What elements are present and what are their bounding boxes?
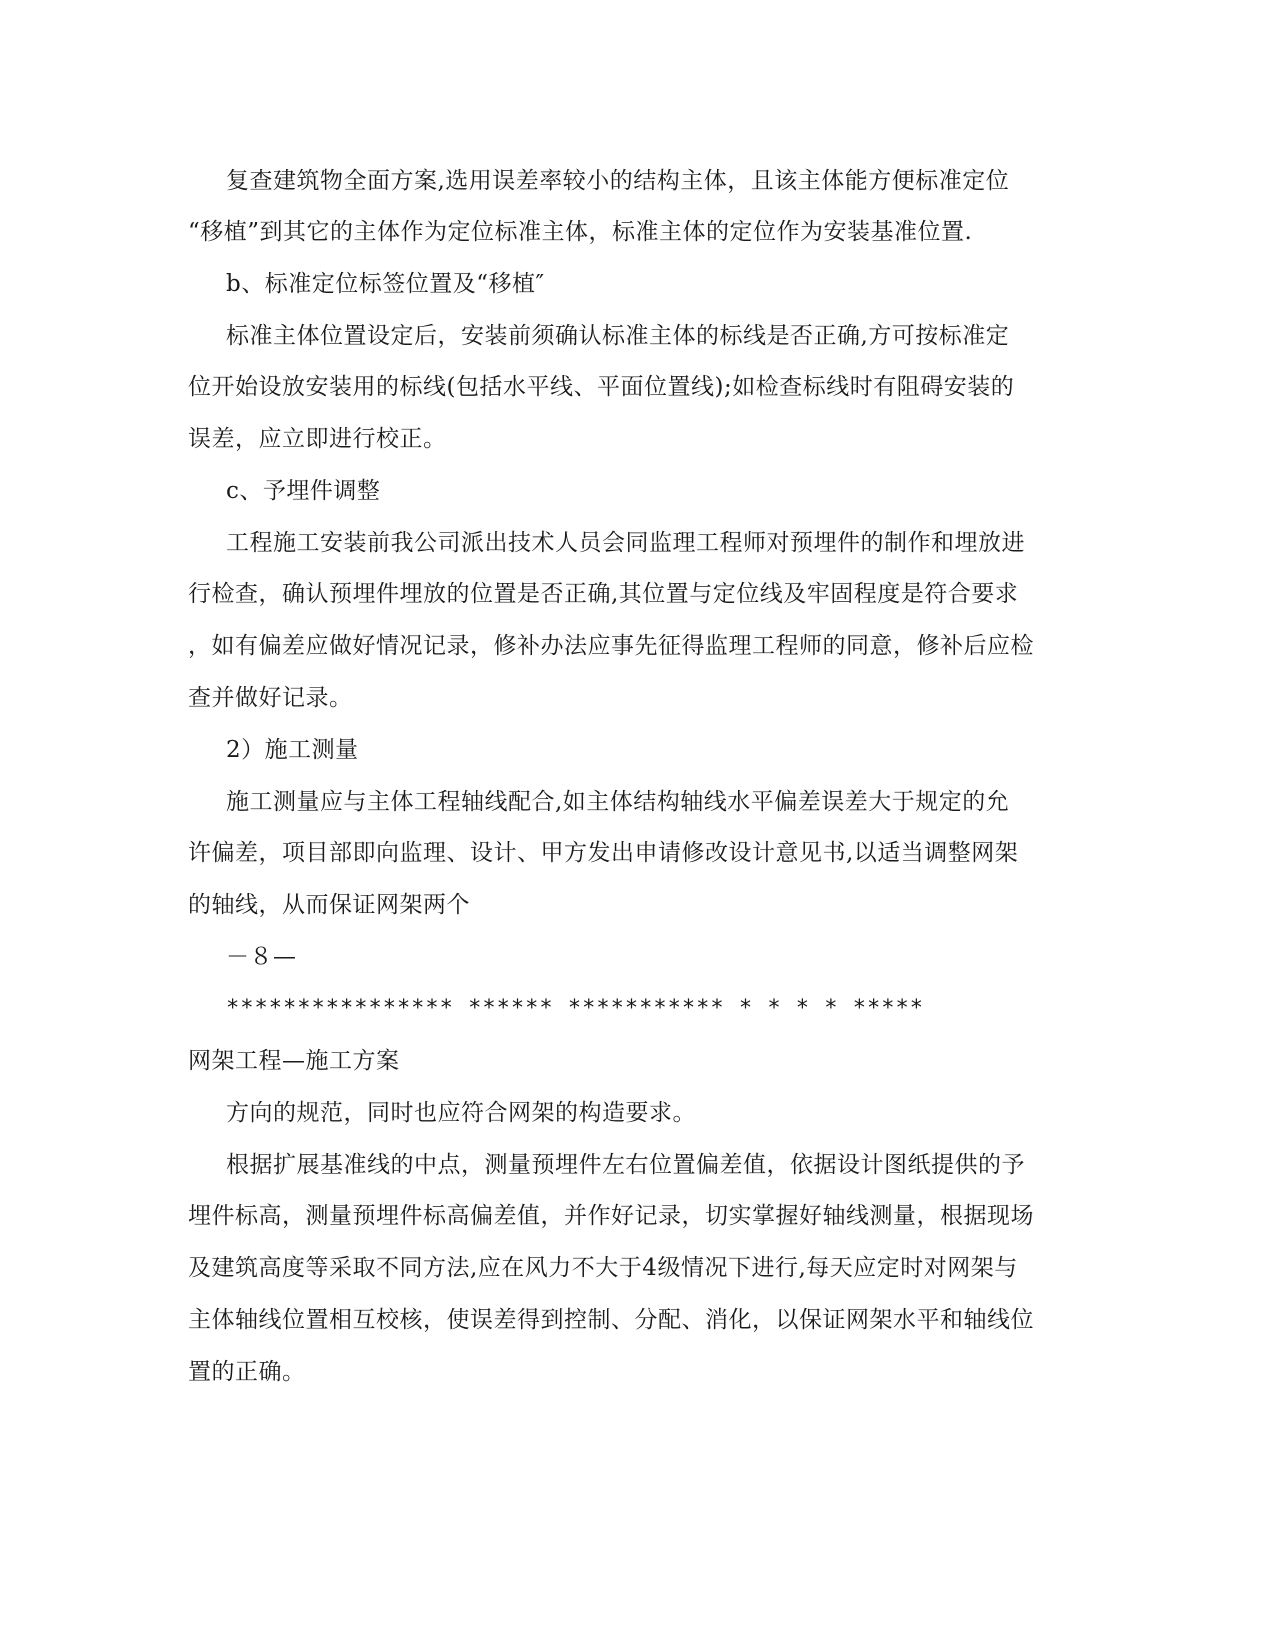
paragraph-line: 埋件标高，测量预埋件标高偏差值，并作好记录，切实掌握好轴线测量，根据现场: [188, 1203, 1034, 1229]
subheading-b: b、标准定位标签位置及“移植″: [226, 271, 545, 297]
paragraph-line: 标准主体位置设定后，安装前须确认标准主体的标线是否正确,方可按标准定: [226, 323, 1010, 349]
paragraph-line: 置的正确。: [188, 1359, 306, 1385]
paragraph-line: 行检查，确认预埋件埋放的位置是否正确,其位置与定位线及牢固程度是符合要求: [188, 581, 1019, 607]
paragraph-line: “移植”到其它的主体作为定位标准主体，标准主体的定位作为安装基准位置.: [188, 219, 973, 245]
paragraph-line: 许偏差，项目部即向监理、设计、甲方发出申请修改设计意见书,以适当调整网架: [188, 840, 1019, 866]
paragraph-line: 位开始设放安装用的标线(包括水平线、平面位置线);如检查标线时有阻碍安装的: [188, 374, 1015, 400]
paragraph-line: 误差，应立即进行校正。: [188, 426, 447, 452]
separator-stars: **************** ****** *********** * * * * *****: [226, 996, 925, 1021]
paragraph-line: 工程施工安装前我公司派出技术人员会同监理工程师对预埋件的制作和埋放进: [226, 530, 1025, 556]
page-number: －８—: [226, 944, 297, 970]
paragraph-line: 方向的规范，同时也应符合网架的构造要求。: [226, 1100, 696, 1126]
running-header-title: 网架工程—施工方案: [188, 1048, 400, 1074]
subheading-2: 2）施工测量: [226, 737, 359, 763]
paragraph-line: 复查建筑物全面方案,选用误差率较小的结构主体，且该主体能方便标准定位: [226, 168, 1010, 194]
paragraph-line: 根据扩展基准线的中点，测量预埋件左右位置偏差值，依据设计图纸提供的予: [226, 1152, 1025, 1178]
paragraph-line: 施工测量应与主体工程轴线配合,如主体结构轴线水平偏差误差大于规定的允: [226, 789, 1010, 815]
paragraph-line: 及建筑高度等采取不同方法,应在风力不大于4级情况下进行,每天应定时对网架与: [188, 1255, 1018, 1281]
subheading-c: c、予埋件调整: [226, 478, 381, 504]
paragraph-line: ，如有偏差应做好情况记录，修补办法应事先征得监理工程师的同意，修补后应检: [188, 633, 1034, 659]
paragraph-line: 主体轴线位置相互校核，使误差得到控制、分配、消化，以保证网架水平和轴线位: [188, 1307, 1034, 1333]
paragraph-line: 的轴线，从而保证网架两个: [188, 892, 470, 918]
paragraph-line: 查并做好记录。: [188, 685, 353, 711]
